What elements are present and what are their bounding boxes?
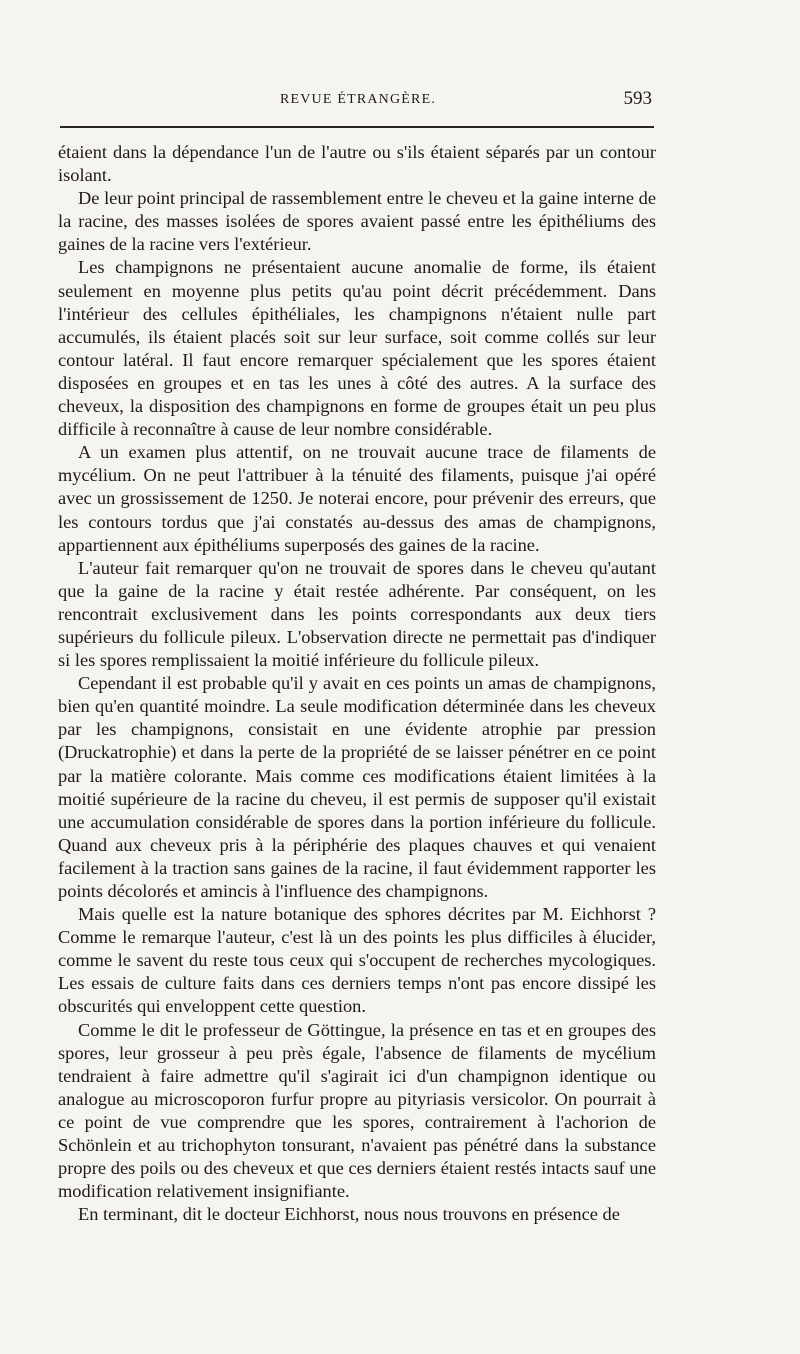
paragraph: De leur point principal de rassemblement entre le cheveu et la gaine interne de la racine, des masses isolées de spores avaient passé entre les épithéliums des gaines de la racine vers l'extérieur. xyxy=(58,188,656,255)
body-text xyxy=(58,141,656,1226)
paragraph: L'auteur fait remarquer qu'on ne trouvait de spores dans le cheveu qu'autant que la gaine de la racine y était restée adhérente. Par conséquent, on les rencontrait exclusivement dans les points correspondants aux deux tiers supérieurs du follicule pileux. L'observation directe ne permettait pas d'indiquer si les spores remplissaient la moitié inférieure du follicule pileux. xyxy=(58,557,656,671)
paragraph: Les champignons ne présentaient aucune anomalie de forme, ils étaient seulement en moyenne plus petits qu'au point décrit précédemment. Dans l'intérieur des cellules épithéliales, les champignons n'étaient nulle part accumulés, ils étaient placés soit sur leur surface, soit comme collés sur leur contour latéral. Il faut encore remarquer spécialement que les spores étaient disposées en groupes et en tas les unes à côté des autres. A la surface des cheveux, la disposition des champignons en forme de groupes était un peu plus difficile à reconnaître à cause de leur nombre considérable. xyxy=(58,257,656,440)
paragraph: En terminant, dit le docteur Eichhorst, nous nous trouvons en présence de xyxy=(78,1204,620,1225)
paragraph: Cependant il est probable qu'il y avait en ces points un amas de champignons, bien qu'en quantité moindre. La seule modification déterminée dans les cheveux par les champignons, consistait en une évidente atrophie par pression (Druckatrophie) et dans la perte de la propriété de se laisser pénétrer en ce point par la matière colorante. Mais comme ces modifications étaient limitées à la moitié supérieure de la racine du cheveu, il est permis de supposer qu'il existait une accumulation considérable de spores dans la portion inférieure du follicule. Quand aux cheveux pris à la périphérie des plaques chauves et qui venaient facilement à la traction sans gaines de la racine, il faut évidemment rapporter les points décolorés et amincis à l'influence des champignons. xyxy=(58,673,656,901)
page-header xyxy=(62,88,654,114)
paragraph: A un examen plus attentif, on ne trouvait aucune trace de filaments de mycélium. On ne peut l'attribuer à la ténuité des filaments, puisque j'ai opéré avec un grossissement de 1250. Je noterai encore, pour prévenir des erreurs, que les contours tordus que j'ai constatés au-dessus des amas de champignons, appartiennent aux épithéliums superposés des gaines de la racine. xyxy=(58,442,656,555)
paragraph: Mais quelle est la nature botanique des sphores décrites par M. Eichhorst ? Comme le remarque l'auteur, c'est là un des points les plus difficiles à élucider, comme le savent du reste tous ceux qui s'occupent de recherches mycologiques. Les essais de culture faits dans ces derniers temps n'ont pas encore dissipé les obscurités qui enveloppent cette question. xyxy=(58,904,656,1017)
paragraph: étaient dans la dépendance l'un de l'autre ou s'ils étaient séparés par un contour isolant. xyxy=(58,142,656,186)
header-rule xyxy=(60,126,654,128)
page-number: 593 xyxy=(623,88,652,109)
running-title: REVUE ÉTRANGÈRE. xyxy=(279,92,437,107)
paragraph: Comme le dit le professeur de Göttingue, la présence en tas et en groupes des spores, leur grosseur à peu près égale, l'absence de filaments de mycélium tendraient à faire admettre qu'il s'agirait ici d'un champignon identique ou analogue au microscoporon furfur propre au pityriasis versicolor. On pourrait à ce point de vue comprendre que les spores, contrairement à l'achorion de Schönlein et au trichophyton tonsurant, n'avaient pas pénétré dans la substance propre des poils ou des cheveux et que ces derniers étaient restés intacts sauf une modification relativement insignifiante. xyxy=(58,1019,656,1202)
